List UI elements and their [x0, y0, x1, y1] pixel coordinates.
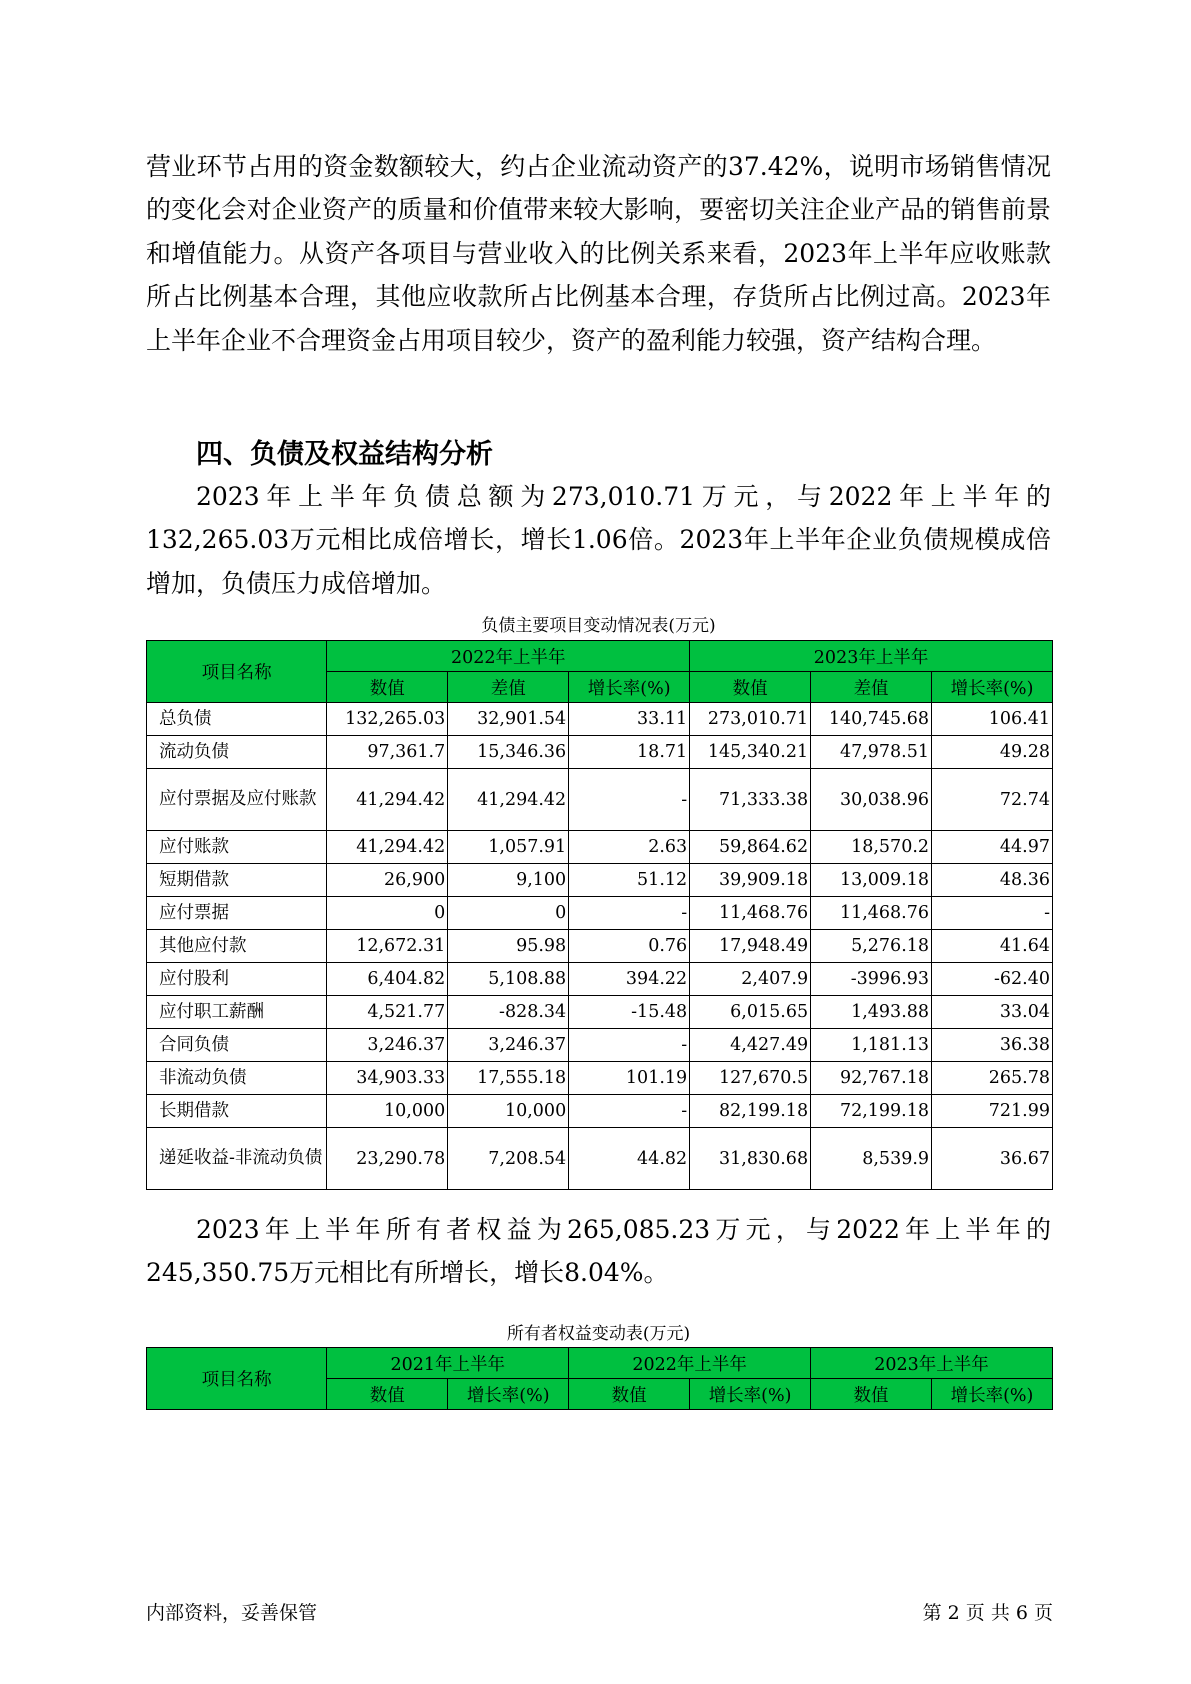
- row-item-name: 应付职工薪酬: [147, 996, 327, 1029]
- row-cell: -: [932, 897, 1053, 930]
- row-item-name: 合同负债: [147, 1029, 327, 1062]
- equity-col-header-item-name: 项目名称: [147, 1348, 327, 1410]
- row-cell: 127,670.5: [690, 1062, 811, 1095]
- row-item-name: 递延收益-非流动负债: [147, 1128, 327, 1190]
- row-cell: 18.71: [569, 736, 690, 769]
- row-item-name: 应付股利: [147, 963, 327, 996]
- row-cell: 72,199.18: [811, 1095, 932, 1128]
- subheader-growth-2023: 增长率(%): [932, 672, 1053, 703]
- equity-subheader-growth-2021: 增长率(%): [448, 1379, 569, 1410]
- row-cell: -15.48: [569, 996, 690, 1029]
- table-row: [147, 897, 1053, 930]
- row-cell: 394.22: [569, 963, 690, 996]
- row-cell: 44.82: [569, 1128, 690, 1190]
- equity-subheader-growth-2023: 增长率(%): [931, 1379, 1052, 1410]
- equity-group-header-2023: 2023年上半年: [811, 1348, 1053, 1379]
- equity-table: [146, 1347, 1053, 1410]
- row-cell: 41,294.42: [327, 831, 448, 864]
- group-header-2022: 2022年上半年: [327, 641, 690, 672]
- col-header-item-name: 项目名称: [147, 641, 327, 703]
- row-cell: -: [569, 1029, 690, 1062]
- row-cell: 17,555.18: [448, 1062, 569, 1095]
- row-cell: 5,276.18: [811, 930, 932, 963]
- paragraph-equity-summary: 2023年上半年所有者权益为265,085.23万元，与2022年上半年的245,350.75万元相比有所增长，增长8.04%。: [146, 1215, 1051, 1288]
- row-cell: 106.41: [932, 703, 1053, 736]
- row-cell: 41.64: [932, 930, 1053, 963]
- row-cell: 0: [448, 897, 569, 930]
- row-item-name: 短期借款: [147, 864, 327, 897]
- row-cell: 44.97: [932, 831, 1053, 864]
- table-row: [147, 996, 1053, 1029]
- row-cell: 1,493.88: [811, 996, 932, 1029]
- paragraph-liability-summary: 2023年上半年负债总额为273,010.71万元，与2022年上半年的132,265.03万元相比成倍增长，增长1.06倍。2023年上半年企业负债规模成倍增加，负债压力成倍增加。: [146, 482, 1051, 598]
- row-cell: 30,038.96: [811, 769, 932, 831]
- row-item-name: 流动负债: [147, 736, 327, 769]
- row-cell: 101.19: [569, 1062, 690, 1095]
- table-row: [147, 930, 1053, 963]
- row-cell: 12,672.31: [327, 930, 448, 963]
- table-row: [147, 963, 1053, 996]
- row-cell: 5,108.88: [448, 963, 569, 996]
- footer-page-number: 第 2 页 共 6 页: [922, 1602, 1053, 1624]
- row-cell: 36.38: [932, 1029, 1053, 1062]
- row-cell: 33.04: [932, 996, 1053, 1029]
- table-row: [147, 736, 1053, 769]
- row-cell: 273,010.71: [690, 703, 811, 736]
- row-cell: 72.74: [932, 769, 1053, 831]
- subheader-value-2022: 数值: [327, 672, 448, 703]
- equity-group-header-2021: 2021年上半年: [327, 1348, 569, 1379]
- row-cell: 92,767.18: [811, 1062, 932, 1095]
- table-row: [147, 769, 1053, 831]
- row-cell: 4,427.49: [690, 1029, 811, 1062]
- table-row: [147, 831, 1053, 864]
- row-cell: 6,404.82: [327, 963, 448, 996]
- paragraph-asset-analysis: 营业环节占用的资金数额较大，约占企业流动资产的37.42%，说明市场销售情况的变化会对企业资产的质量和价值带来较大影响，要密切关注企业产品的销售前景和增值能力。从资产各项目与营业收入的比例关系来看，2023年上半年应收账款所占比例基本合理，其他应收款所占比例基本合理，存货所占比例过高。2023年上半年企业不合理资金占用项目较少，资产的盈利能力较强，资产结构合理。: [146, 152, 1051, 355]
- row-cell: 6,015.65: [690, 996, 811, 1029]
- row-cell: 32,901.54: [448, 703, 569, 736]
- row-cell: 97,361.7: [327, 736, 448, 769]
- row-cell: 0.76: [569, 930, 690, 963]
- row-cell: 11,468.76: [690, 897, 811, 930]
- group-header-2023: 2023年上半年: [690, 641, 1053, 672]
- subheader-diff-2023: 差值: [811, 672, 932, 703]
- row-cell: -: [569, 769, 690, 831]
- row-cell: 13,009.18: [811, 864, 932, 897]
- row-item-name: 应付票据及应付账款: [147, 769, 327, 831]
- row-cell: 18,570.2: [811, 831, 932, 864]
- row-item-name: 应付账款: [147, 831, 327, 864]
- row-item-name: 长期借款: [147, 1095, 327, 1128]
- row-cell: 132,265.03: [327, 703, 448, 736]
- table-row: [147, 1095, 1053, 1128]
- row-cell: 10,000: [327, 1095, 448, 1128]
- liability-table-caption: 负债主要项目变动情况表(万元): [481, 616, 716, 636]
- subheader-value-2023: 数值: [690, 672, 811, 703]
- equity-subheader-value-2021: 数值: [327, 1379, 448, 1410]
- row-item-name: 总负债: [147, 703, 327, 736]
- row-cell: -3996.93: [811, 963, 932, 996]
- row-cell: 11,468.76: [811, 897, 932, 930]
- row-cell: 31,830.68: [690, 1128, 811, 1190]
- subheader-growth-2022: 增长率(%): [569, 672, 690, 703]
- equity-group-header-2022: 2022年上半年: [569, 1348, 811, 1379]
- row-cell: 2,407.9: [690, 963, 811, 996]
- row-cell: 2.63: [569, 831, 690, 864]
- row-cell: 140,745.68: [811, 703, 932, 736]
- row-cell: 17,948.49: [690, 930, 811, 963]
- row-cell: -: [569, 1095, 690, 1128]
- row-cell: 1,057.91: [448, 831, 569, 864]
- row-cell: 95.98: [448, 930, 569, 963]
- row-cell: -828.34: [448, 996, 569, 1029]
- row-item-name: 其他应付款: [147, 930, 327, 963]
- equity-subheader-value-2023: 数值: [811, 1379, 932, 1410]
- row-cell: 8,539.9: [811, 1128, 932, 1190]
- row-cell: 33.11: [569, 703, 690, 736]
- row-cell: 41,294.42: [448, 769, 569, 831]
- row-cell: 41,294.42: [327, 769, 448, 831]
- table-row: [147, 1062, 1053, 1095]
- row-item-name: 非流动负债: [147, 1062, 327, 1095]
- row-item-name: 应付票据: [147, 897, 327, 930]
- row-cell: 36.67: [932, 1128, 1053, 1190]
- row-cell: 9,100: [448, 864, 569, 897]
- row-cell: 4,521.77: [327, 996, 448, 1029]
- row-cell: 721.99: [932, 1095, 1053, 1128]
- table-row: [147, 1128, 1053, 1190]
- table-row: [147, 703, 1053, 736]
- table-row: [147, 864, 1053, 897]
- liability-table-body: [147, 703, 1053, 1190]
- row-cell: 7,208.54: [448, 1128, 569, 1190]
- row-cell: 145,340.21: [690, 736, 811, 769]
- row-cell: 39,909.18: [690, 864, 811, 897]
- row-cell: 82,199.18: [690, 1095, 811, 1128]
- table-row: [147, 1029, 1053, 1062]
- equity-subheader-value-2022: 数值: [569, 1379, 690, 1410]
- liability-table: [146, 640, 1053, 1190]
- row-cell: 23,290.78: [327, 1128, 448, 1190]
- row-cell: 51.12: [569, 864, 690, 897]
- row-cell: 3,246.37: [327, 1029, 448, 1062]
- footer-confidential-note: 内部资料，妥善保管: [146, 1602, 318, 1624]
- row-cell: -: [569, 897, 690, 930]
- row-cell: 26,900: [327, 864, 448, 897]
- row-cell: 47,978.51: [811, 736, 932, 769]
- row-cell: 3,246.37: [448, 1029, 569, 1062]
- row-cell: 71,333.38: [690, 769, 811, 831]
- row-cell: 34,903.33: [327, 1062, 448, 1095]
- row-cell: 1,181.13: [811, 1029, 932, 1062]
- section-heading: 四、负债及权益结构分析: [196, 439, 493, 470]
- row-cell: 10,000: [448, 1095, 569, 1128]
- row-cell: 265.78: [932, 1062, 1053, 1095]
- row-cell: 15,346.36: [448, 736, 569, 769]
- row-cell: 59,864.62: [690, 831, 811, 864]
- row-cell: 49.28: [932, 736, 1053, 769]
- subheader-diff-2022: 差值: [448, 672, 569, 703]
- row-cell: 0: [327, 897, 448, 930]
- row-cell: -62.40: [932, 963, 1053, 996]
- equity-table-caption: 所有者权益变动表(万元): [506, 1324, 691, 1344]
- row-cell: 48.36: [932, 864, 1053, 897]
- equity-subheader-growth-2022: 增长率(%): [690, 1379, 811, 1410]
